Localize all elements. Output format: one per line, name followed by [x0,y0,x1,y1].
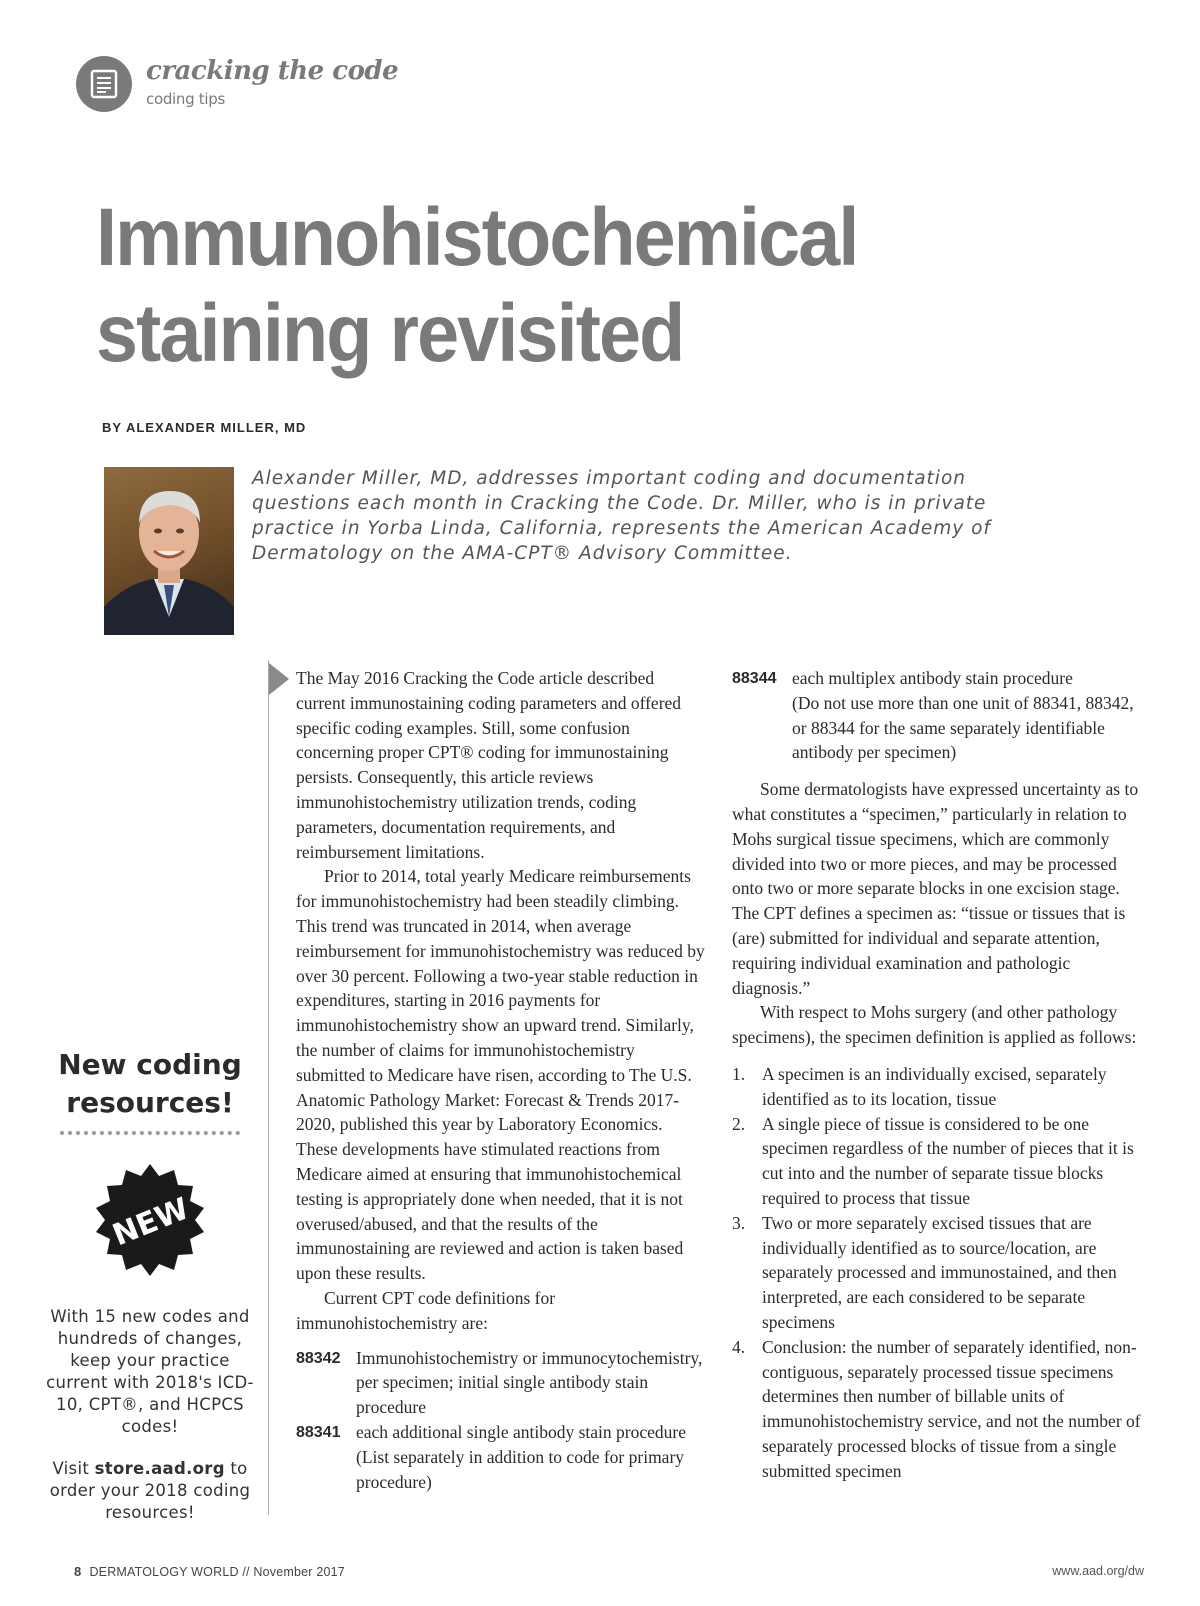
list-item: 2. A single piece of tissue is considered to be one specimen regardless of the number of pieces that it is cut into and the number of separate tissue blocks required to process that tissue [732,1113,1134,1208]
page-number: 8 [74,1564,82,1579]
headline-line-2: staining revisited [96,288,684,379]
list-item: 4. Conclusion: the number of separately identified, non-contiguous, separately processed tissue specimens determines then number of billable units of immunohistochemistry service, and not the number of separately processed blocks of tissue from a single submitted specimen [732,1336,1141,1481]
list-item: 3. Two or more separately excised tissues that are individually identified as to source/location, are separately processed and immunostained, and then interpreted, are each considered to be separate specimens [732,1212,1117,1332]
paragraph-3: Current CPT code definitions for immunohistochemistry are: [296,1287,556,1333]
article-headline [96,190,1016,382]
paragraph-5: With respect to Mohs surgery (and other pathology specimens), the specimen definition is applied as follows: [732,1002,1137,1048]
code-number: 88342 [296,1349,341,1367]
sidebar-title [40,1046,260,1122]
code-number: 88344 [732,670,777,687]
code-description [792,666,1144,765]
code-number: 88341 [296,1423,341,1441]
sidebar-title-line-2: resources! [66,1086,234,1119]
column-rule [268,660,269,1515]
headline-line-1: Immunohistochemical [96,192,858,283]
specimen-rules-list [732,1062,1144,1484]
new-badge [92,1162,208,1283]
section-subtitle: coding tips [146,90,225,108]
sidebar-divider [60,1131,240,1135]
visit-suffix: to order your 2018 coding resources! [49,1459,251,1522]
code-text: each additional single antibody stain procedure [356,1421,686,1442]
visit-prefix: Visit [52,1459,90,1478]
byline: BY ALEXANDER MILLER, MD [102,420,307,435]
section-document-icon [76,56,132,112]
store-link[interactable]: store.aad.org [94,1459,225,1478]
section-title: cracking the code [146,56,399,86]
footer-publication [74,1564,345,1579]
article-start-arrow-icon [269,663,289,700]
author-photo [104,467,234,635]
footer-url[interactable]: www.aad.org/dw [1052,1564,1144,1578]
code-description: Immunohistochemistry or immunocytochemistry, per specimen; initial single antibody stain procedure [356,1347,703,1418]
paragraph-1: The May 2016 Cracking the Code article described current immunostaining coding parameters and offered specific coding examples. Still, some confusion concerning proper CPT® coding for immunostaining persists. Consequently, this article reviews immunohistochemistry utilization trends, coding parameters, documentation requirements, and reimbursement limitations. [296,668,682,862]
publication-name: DERMATOLOGY WORLD // November 2017 [89,1565,345,1579]
sidebar-visit [40,1458,260,1524]
new-badge-text: NEW [107,1191,194,1254]
code-text: each multiplex antibody stain procedure [792,668,1073,688]
code-note: (List separately in addition to code for primary procedure) [356,1446,685,1492]
sidebar-title-line-1: New coding [58,1048,242,1081]
paragraph-2: Prior to 2014, total yearly Medicare reimbursements for immunohistochemistry had been steadily climbing. This trend was truncated in 2014, when average reimbursement for immunohistochemistry was reduced by over 30 percent. Following a two-year stable reduction in expenditures, starting in 2016 payments for immunohistochemistry show an upward trend. Similarly, the number of claims for immunohistochemistry submitted to Medicare have risen, according to The U.S. Anatomic Pathology Market: Forecast & Trends 2017-2020, published this year by Laboratory Economics. These developments have stimulated reactions from Medicare aimed at ensuring that immunohistochemical testing is appropriately done when needed, that it is not overused/abused, and that the results of the immunostaining are reviewed and action is taken based upon these results. [296,866,705,1284]
code-entry-88342 [296,1346,706,1420]
code-note: (Do not use more than one unit of 88341, 88342, or 88344 for the same separately identifiable antibody per specimen) [792,692,1134,763]
article-column-2 [732,666,1144,1484]
code-entry-88344 [732,666,1144,765]
author-portrait-icon [104,467,234,635]
paragraph-4: Some dermatologists have expressed uncertainty as to what constitutes a “specimen,” particularly in relation to Mohs surgical tissue specimens, which are commonly divided into two or more pieces, and may be processed onto two or more separate blocks in one excision stage. The CPT defines a specimen as: “tissue or tissues that is (are) submitted for individual and separate attention, requiring individual examination and pathologic diagnosis.” [732,779,1139,998]
code-description [356,1420,706,1494]
article-column-1 [296,666,706,1494]
code-entry-88341 [296,1420,706,1494]
sidebar-description: With 15 new codes and hundreds of changes, keep your practice current with 2018's ICD-10, CPT®, and HCPCS codes! [46,1307,254,1436]
author-bio: Alexander Miller, MD, addresses important coding and documentation questions each month in Cracking the Code. Dr. Miller, who is in private practice in Yorba Linda, California, represents the American Academy of Dermatology on the AMA-CPT® Advisory Committee. [252,468,991,564]
list-item: 1. A specimen is an individually excised, separately identified as to its location, tissue [732,1063,1107,1109]
